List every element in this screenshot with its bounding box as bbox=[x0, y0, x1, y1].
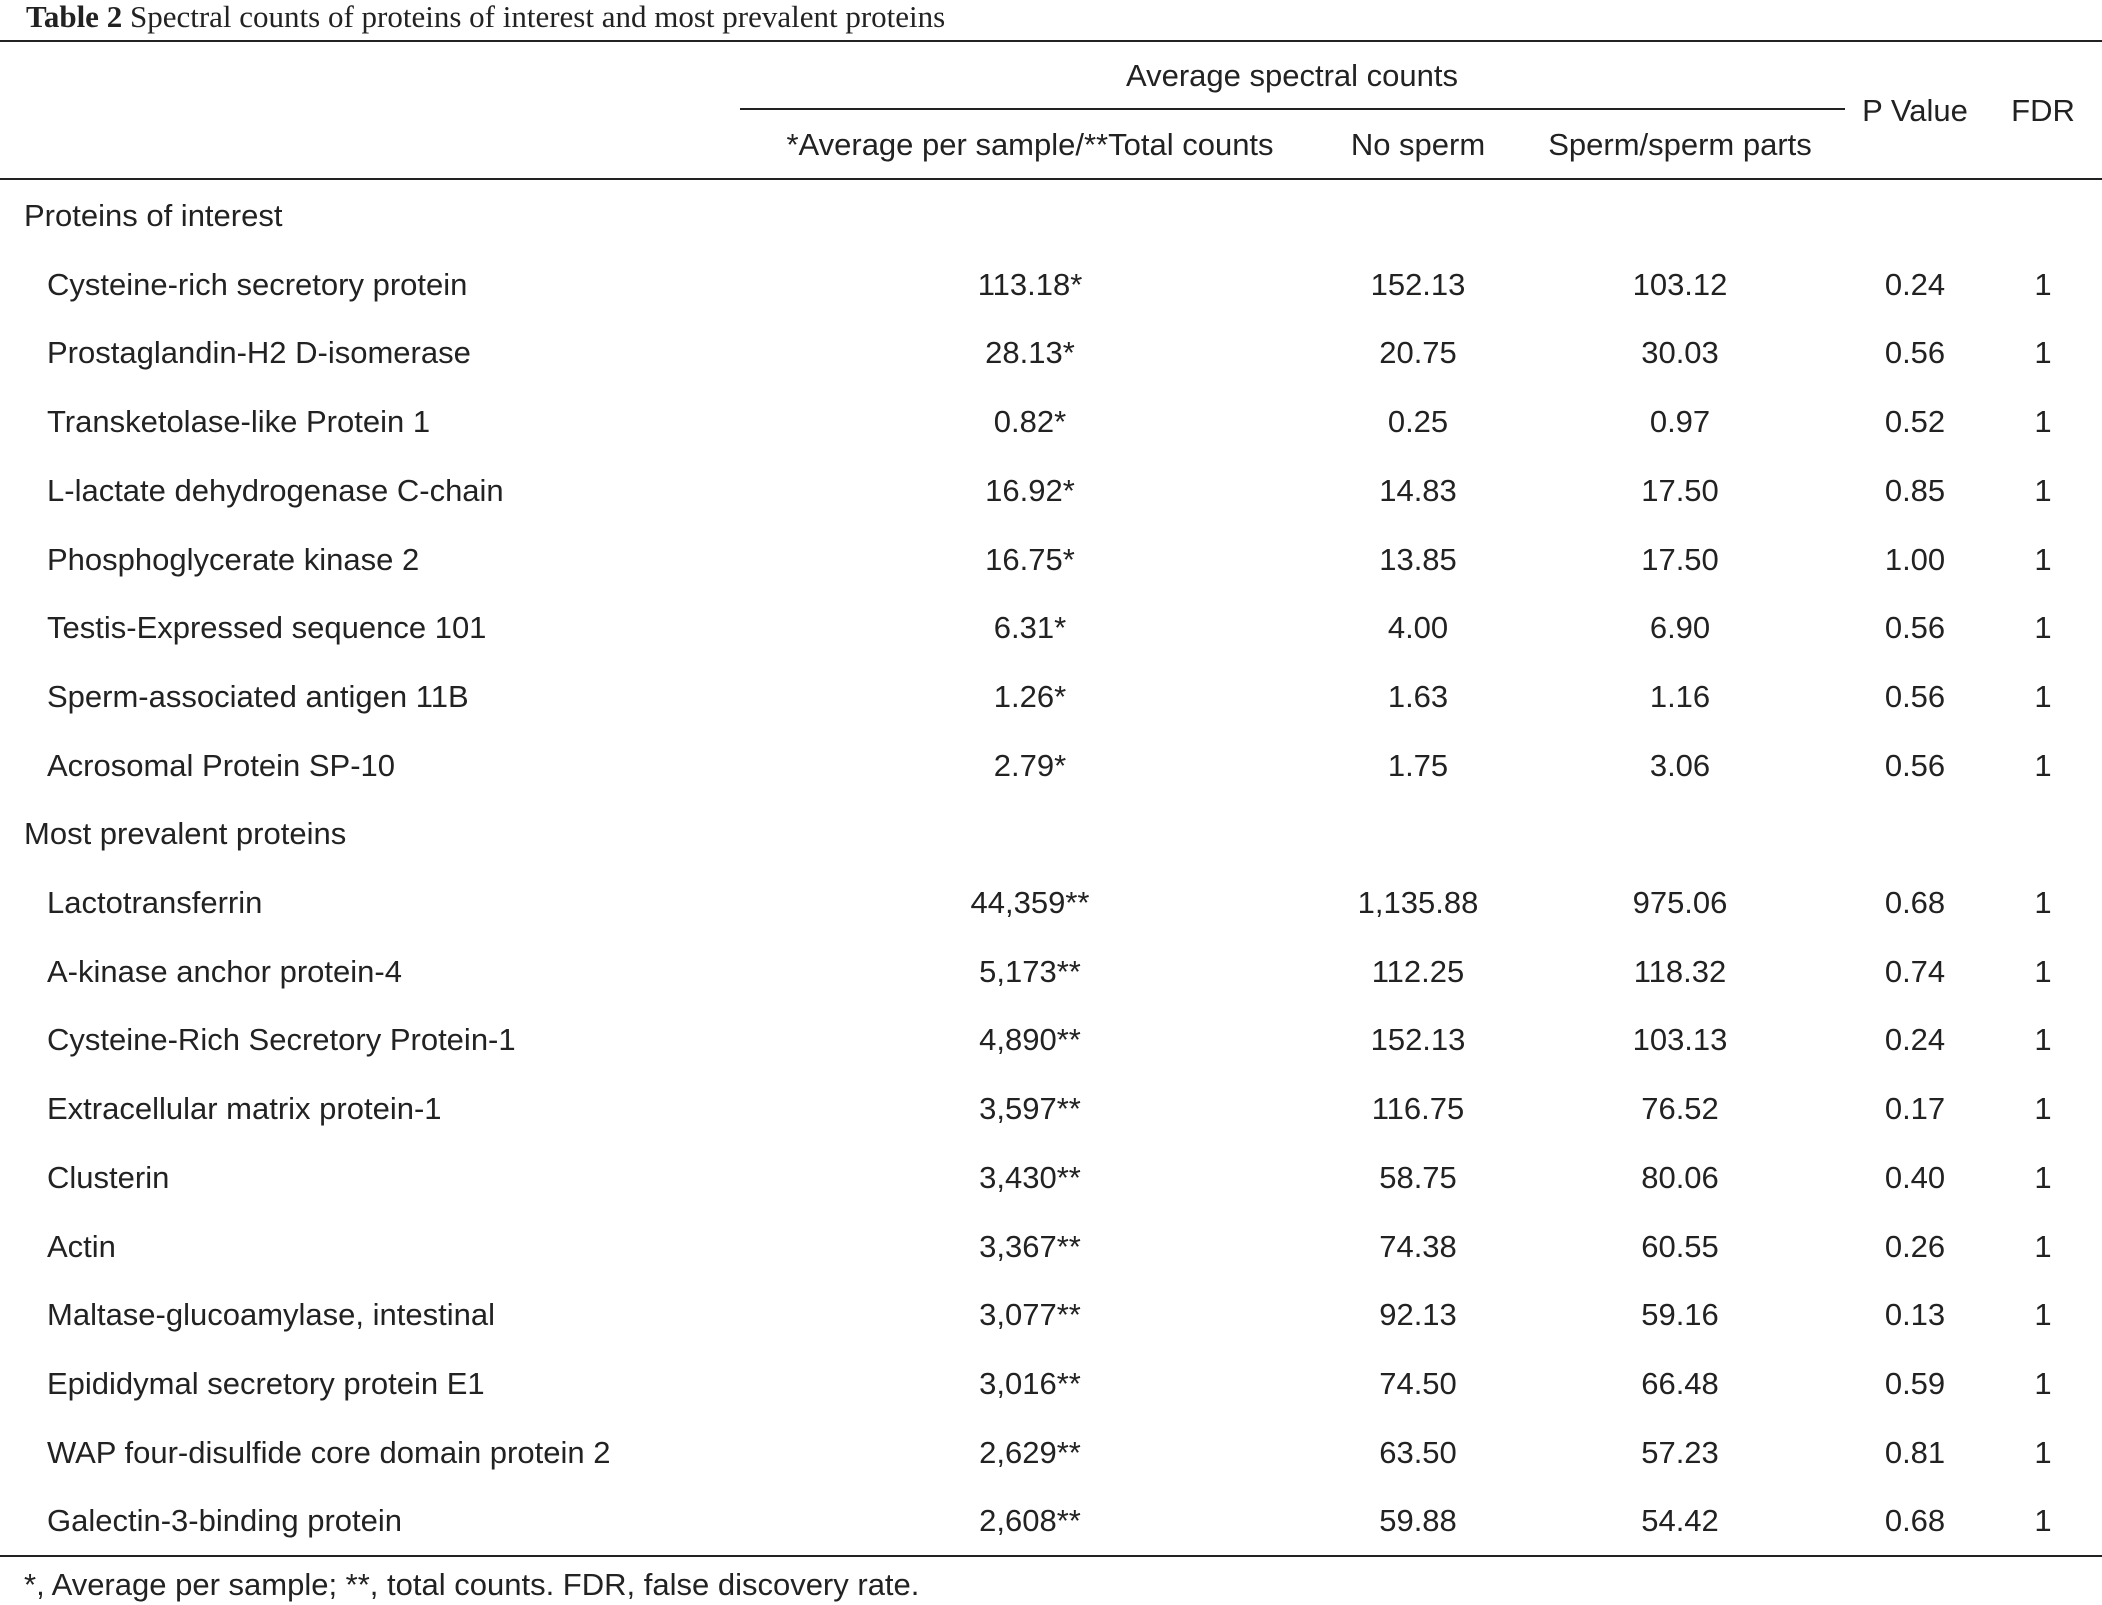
cell-sperm: 118.32 bbox=[1633, 954, 1727, 989]
cell-protein-name: Epididymal secretory protein E1 bbox=[47, 1366, 485, 1401]
cell-protein-name: Prostaglandin-H2 D-isomerase bbox=[47, 335, 471, 370]
cell-average: 0.82* bbox=[993, 404, 1067, 439]
cell-protein-name: Transketolase-like Protein 1 bbox=[47, 404, 431, 439]
cell-sperm: 975.06 bbox=[1632, 885, 1728, 920]
cell-no-sperm: 1.75 bbox=[1387, 748, 1449, 783]
top-rule bbox=[0, 40, 2102, 42]
cell-sperm: 57.23 bbox=[1641, 1435, 1719, 1470]
cell-protein-name: Extracellular matrix protein-1 bbox=[47, 1091, 442, 1126]
cell-protein-name: Cysteine-rich secretory protein bbox=[47, 267, 468, 302]
header-no-sperm: No sperm bbox=[1350, 127, 1486, 162]
cell-no-sperm: 59.88 bbox=[1379, 1503, 1457, 1538]
cell-sperm: 80.06 bbox=[1641, 1160, 1719, 1195]
cell-no-sperm: 14.83 bbox=[1379, 473, 1457, 508]
cell-p-value: 0.24 bbox=[1884, 1022, 1946, 1057]
cell-p-value: 0.68 bbox=[1884, 885, 1946, 920]
cell-sperm: 103.12 bbox=[1632, 267, 1728, 302]
cell-average: 4,890** bbox=[979, 1022, 1081, 1057]
cell-p-value: 0.68 bbox=[1884, 1503, 1946, 1538]
cell-fdr: 1 bbox=[2034, 1503, 2052, 1538]
cell-average: 2,608** bbox=[979, 1503, 1081, 1538]
cell-protein-name: Phosphoglycerate kinase 2 bbox=[47, 542, 420, 577]
cell-protein-name: WAP four-disulfide core domain protein 2 bbox=[47, 1435, 611, 1470]
cell-fdr: 1 bbox=[2034, 473, 2052, 508]
cell-fdr: 1 bbox=[2034, 679, 2052, 714]
cell-average: 28.13* bbox=[985, 335, 1075, 370]
cell-p-value: 0.59 bbox=[1884, 1366, 1946, 1401]
cell-protein-name: A-kinase anchor protein-4 bbox=[47, 954, 402, 989]
cell-average: 3,367** bbox=[979, 1229, 1081, 1264]
cell-average: 44,359** bbox=[970, 885, 1090, 920]
cell-fdr: 1 bbox=[2034, 1366, 2052, 1401]
cell-no-sperm: 58.75 bbox=[1379, 1160, 1457, 1195]
cell-average: 113.18* bbox=[977, 267, 1083, 302]
cell-no-sperm: 152.13 bbox=[1370, 1022, 1466, 1057]
cell-p-value: 0.52 bbox=[1884, 404, 1946, 439]
bottom-rule bbox=[0, 1555, 2102, 1557]
cell-sperm: 30.03 bbox=[1641, 335, 1719, 370]
cell-p-value: 0.56 bbox=[1884, 748, 1946, 783]
cell-p-value: 1.00 bbox=[1884, 542, 1946, 577]
cell-protein-name: Clusterin bbox=[47, 1160, 170, 1195]
cell-fdr: 1 bbox=[2034, 267, 2052, 302]
header-sperm-parts: Sperm/sperm parts bbox=[1548, 127, 1812, 162]
cell-no-sperm: 20.75 bbox=[1379, 335, 1457, 370]
section-label: Most prevalent proteins bbox=[24, 816, 347, 851]
cell-fdr: 1 bbox=[2034, 954, 2052, 989]
cell-sperm: 17.50 bbox=[1641, 542, 1719, 577]
table-footnote: *, Average per sample; **, total counts. FDR, false discovery rate. bbox=[24, 1567, 920, 1602]
table-caption-text: Spectral counts of proteins of interest and most prevalent proteins bbox=[122, 0, 946, 34]
cell-p-value: 0.26 bbox=[1884, 1229, 1946, 1264]
cell-average: 16.92* bbox=[985, 473, 1075, 508]
cell-no-sperm: 63.50 bbox=[1379, 1435, 1457, 1470]
cell-average: 1.26* bbox=[993, 679, 1067, 714]
cell-fdr: 1 bbox=[2034, 542, 2052, 577]
cell-no-sperm: 0.25 bbox=[1387, 404, 1449, 439]
cell-no-sperm: 74.50 bbox=[1379, 1366, 1457, 1401]
cell-p-value: 0.13 bbox=[1884, 1297, 1946, 1332]
cell-average: 5,173** bbox=[979, 954, 1081, 989]
cell-no-sperm: 13.85 bbox=[1379, 542, 1457, 577]
cell-p-value: 0.56 bbox=[1884, 335, 1946, 370]
section-label: Proteins of interest bbox=[24, 198, 283, 233]
cell-average: 3,016** bbox=[979, 1366, 1081, 1401]
cell-p-value: 0.24 bbox=[1884, 267, 1946, 302]
cell-fdr: 1 bbox=[2034, 1022, 2052, 1057]
cell-sperm: 0.97 bbox=[1649, 404, 1711, 439]
cell-p-value: 0.56 bbox=[1884, 610, 1946, 645]
cell-no-sperm: 112.25 bbox=[1371, 954, 1465, 989]
header-p-value: P Value bbox=[1862, 93, 1968, 128]
cell-sperm: 54.42 bbox=[1641, 1503, 1719, 1538]
cell-p-value: 0.81 bbox=[1884, 1435, 1946, 1470]
cell-fdr: 1 bbox=[2034, 335, 2052, 370]
cell-sperm: 66.48 bbox=[1641, 1366, 1719, 1401]
cell-protein-name: Sperm-associated antigen 11B bbox=[47, 679, 469, 714]
cell-fdr: 1 bbox=[2034, 1091, 2052, 1126]
cell-fdr: 1 bbox=[2034, 885, 2052, 920]
header-fdr: FDR bbox=[2011, 93, 2075, 128]
cell-fdr: 1 bbox=[2034, 1229, 2052, 1264]
cell-no-sperm: 74.38 bbox=[1379, 1229, 1457, 1264]
header-average-per-sample: *Average per sample/**Total counts bbox=[786, 127, 1274, 162]
cell-protein-name: Cysteine-Rich Secretory Protein-1 bbox=[47, 1022, 516, 1057]
cell-protein-name: Testis-Expressed sequence 101 bbox=[47, 610, 487, 645]
table-caption-label: Table 2 bbox=[26, 0, 123, 34]
cell-average: 2,629** bbox=[979, 1435, 1081, 1470]
cell-fdr: 1 bbox=[2034, 1435, 2052, 1470]
table-caption bbox=[26, 0, 945, 40]
cell-protein-name: Actin bbox=[47, 1229, 116, 1264]
cell-protein-name: Galectin-3-binding protein bbox=[47, 1503, 402, 1538]
cell-sperm: 3.06 bbox=[1649, 748, 1711, 783]
cell-protein-name: L-lactate dehydrogenase C-chain bbox=[47, 473, 504, 508]
cell-no-sperm: 4.00 bbox=[1387, 610, 1449, 645]
header-rule bbox=[0, 178, 2102, 180]
header-average-spectral-counts: Average spectral counts bbox=[1125, 58, 1459, 93]
cell-fdr: 1 bbox=[2034, 1297, 2052, 1332]
cell-no-sperm: 116.75 bbox=[1371, 1091, 1465, 1126]
cell-protein-name: Lactotransferrin bbox=[47, 885, 263, 920]
cell-p-value: 0.74 bbox=[1884, 954, 1946, 989]
cell-no-sperm: 152.13 bbox=[1370, 267, 1466, 302]
cell-average: 6.31* bbox=[993, 610, 1067, 645]
cell-sperm: 17.50 bbox=[1641, 473, 1719, 508]
cell-no-sperm: 92.13 bbox=[1379, 1297, 1457, 1332]
cell-protein-name: Acrosomal Protein SP-10 bbox=[47, 748, 396, 783]
cell-average: 16.75* bbox=[985, 542, 1075, 577]
header-group-rule bbox=[740, 108, 1845, 110]
cell-p-value: 0.56 bbox=[1884, 679, 1946, 714]
cell-average: 2.79* bbox=[993, 748, 1067, 783]
cell-sperm: 1.16 bbox=[1649, 679, 1711, 714]
cell-fdr: 1 bbox=[2034, 404, 2052, 439]
cell-sperm: 6.90 bbox=[1649, 610, 1711, 645]
cell-sperm: 59.16 bbox=[1641, 1297, 1719, 1332]
cell-protein-name: Maltase-glucoamylase, intestinal bbox=[47, 1297, 495, 1332]
cell-average: 3,597** bbox=[979, 1091, 1081, 1126]
cell-p-value: 0.17 bbox=[1884, 1091, 1946, 1126]
cell-fdr: 1 bbox=[2034, 1160, 2052, 1195]
cell-average: 3,077** bbox=[979, 1297, 1081, 1332]
cell-no-sperm: 1,135.88 bbox=[1357, 885, 1479, 920]
cell-p-value: 0.85 bbox=[1884, 473, 1946, 508]
cell-fdr: 1 bbox=[2034, 748, 2052, 783]
cell-sperm: 103.13 bbox=[1632, 1022, 1728, 1057]
cell-average: 3,430** bbox=[979, 1160, 1081, 1195]
cell-no-sperm: 1.63 bbox=[1387, 679, 1449, 714]
cell-sperm: 76.52 bbox=[1641, 1091, 1719, 1126]
cell-fdr: 1 bbox=[2034, 610, 2052, 645]
cell-sperm: 60.55 bbox=[1641, 1229, 1719, 1264]
cell-p-value: 0.40 bbox=[1884, 1160, 1946, 1195]
